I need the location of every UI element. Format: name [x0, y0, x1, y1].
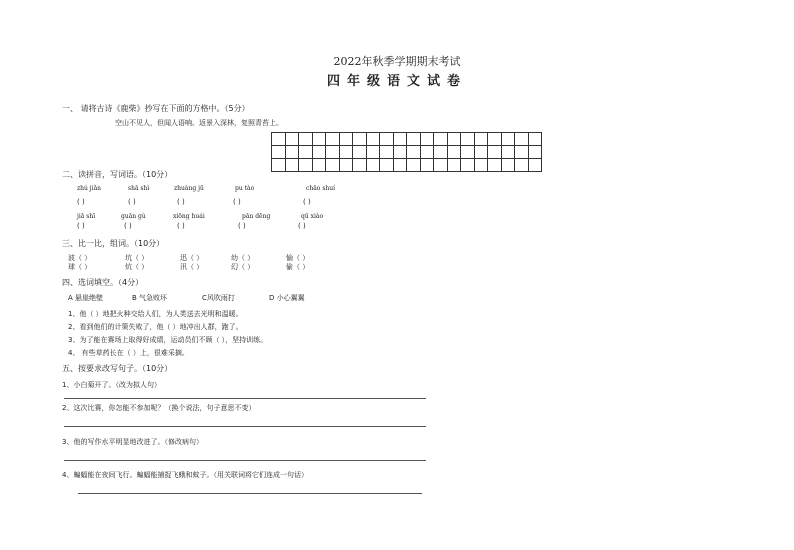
fill-item-1[interactable]: 1、他（ ）地把火种交给人们，为人类送去光明和温暖。	[68, 310, 243, 318]
fill-item-4[interactable]: 4、 有些草药长在（ ）上，很难采摘。	[68, 349, 189, 357]
compare-item[interactable]: 偷（ ）	[286, 263, 310, 271]
option-c: C风吹雨打	[202, 294, 235, 302]
answer-line[interactable]	[64, 460, 426, 461]
grid-cell[interactable]	[461, 146, 475, 159]
grid-cell[interactable]	[326, 133, 340, 146]
grid-cell[interactable]	[434, 133, 448, 146]
answer-blank[interactable]: ( )	[177, 198, 185, 206]
q4-heading: 四、选词填空。（4分）	[62, 278, 144, 287]
pinyin-6: jiā shī	[77, 213, 96, 220]
grid-cell[interactable]	[461, 159, 475, 172]
answer-blank[interactable]: ( )	[77, 222, 85, 230]
grid-cell[interactable]	[461, 133, 475, 146]
compare-item[interactable]: 幼（ ）	[231, 254, 255, 262]
rewrite-item-1: 1、小白菊开了。（改为拟人句）	[62, 381, 161, 389]
grid-cell[interactable]	[488, 159, 502, 172]
grid-cell[interactable]	[501, 133, 515, 146]
grid-cell[interactable]	[285, 146, 299, 159]
pinyin-8: xiōng huái	[173, 213, 205, 220]
grid-cell[interactable]	[393, 146, 407, 159]
grid-cell[interactable]	[299, 146, 313, 159]
answer-line[interactable]	[64, 426, 426, 427]
answer-blank[interactable]: ( )	[298, 222, 306, 230]
grid-cell[interactable]	[434, 146, 448, 159]
grid-cell[interactable]	[326, 146, 340, 159]
fill-item-2[interactable]: 2、看到他们的计策失败了，他（ ）地冲出人群，跑了。	[68, 323, 243, 331]
grid-cell[interactable]	[299, 133, 313, 146]
pinyin-10: qū xiào	[301, 213, 324, 220]
grid-cell[interactable]	[501, 146, 515, 159]
grid-cell[interactable]	[393, 159, 407, 172]
pinyin-1: zhú jiǎn	[77, 185, 102, 192]
grid-cell[interactable]	[272, 133, 286, 146]
rewrite-item-3: 3、他的写作水平明显地改进了。（修改病句）	[62, 438, 203, 446]
grid-cell[interactable]	[339, 133, 353, 146]
option-b: B 气急败坏	[132, 294, 168, 302]
q1-heading: 一、 请将古诗《鹿柴》抄写在下面的方格中。（5分）	[62, 104, 250, 113]
grid-cell[interactable]	[434, 159, 448, 172]
copy-grid[interactable]	[271, 132, 542, 172]
grid-cell[interactable]	[515, 146, 529, 159]
grid-cell[interactable]	[366, 159, 380, 172]
grid-cell[interactable]	[285, 133, 299, 146]
pinyin-7: guān gù	[121, 213, 146, 220]
exam-subtitle: 四年级语文试卷	[326, 74, 467, 89]
grid-cell[interactable]	[339, 146, 353, 159]
compare-item[interactable]: 坑（ ）	[125, 254, 149, 262]
grid-cell[interactable]	[447, 159, 461, 172]
grid-cell[interactable]	[353, 133, 367, 146]
grid-cell[interactable]	[474, 159, 488, 172]
grid-cell[interactable]	[474, 133, 488, 146]
grid-cell[interactable]	[420, 133, 434, 146]
pinyin-9: pān dēng	[242, 213, 271, 220]
answer-blank[interactable]: ( )	[77, 198, 85, 206]
q2-heading: 二、读拼音，写词语。（10分）	[62, 170, 173, 179]
exam-title: 2022年秋季学期期末考试	[333, 55, 461, 68]
grid-cell[interactable]	[339, 159, 353, 172]
grid-cell[interactable]	[488, 133, 502, 146]
grid-cell[interactable]	[501, 159, 515, 172]
grid-cell[interactable]	[326, 159, 340, 172]
answer-blank[interactable]: ( )	[177, 222, 185, 230]
compare-item[interactable]: 幻（ ）	[231, 263, 255, 271]
answer-blank[interactable]: ( )	[124, 222, 132, 230]
grid-cell[interactable]	[515, 159, 529, 172]
grid-cell[interactable]	[393, 133, 407, 146]
grid-cell[interactable]	[299, 159, 313, 172]
compare-item[interactable]: 波（ ）	[68, 254, 92, 262]
grid-cell[interactable]	[353, 146, 367, 159]
rewrite-item-4: 4、蝙蝠能在夜间飞行。蝙蝠能捕捉飞蛾和蚊子。（用关联词将它们连成一句话）	[62, 471, 308, 479]
grid-cell[interactable]	[420, 159, 434, 172]
compare-item[interactable]: 汛（ ）	[180, 263, 204, 271]
pinyin-5: chāo shuí	[306, 185, 336, 192]
grid-cell[interactable]	[528, 133, 542, 146]
q5-heading: 五、按要求改写句子。（10分）	[62, 364, 173, 373]
grid-cell[interactable]	[353, 159, 367, 172]
grid-cell[interactable]	[407, 159, 421, 172]
answer-line[interactable]	[64, 398, 426, 399]
compare-item[interactable]: 愉（ ）	[286, 254, 310, 262]
grid-cell[interactable]	[312, 146, 326, 159]
option-d: D 小心翼翼	[269, 294, 305, 302]
grid-cell[interactable]	[312, 159, 326, 172]
grid-cell[interactable]	[285, 159, 299, 172]
grid-cell[interactable]	[380, 133, 394, 146]
grid-cell[interactable]	[447, 146, 461, 159]
grid-cell[interactable]	[312, 133, 326, 146]
grid-cell[interactable]	[407, 146, 421, 159]
option-a: A 悬崖绝壁	[68, 294, 104, 302]
grid-cell[interactable]	[420, 146, 434, 159]
compare-item[interactable]: 球（ ）	[68, 263, 92, 271]
compare-item[interactable]: 炕（ ）	[125, 263, 149, 271]
grid-cell[interactable]	[272, 146, 286, 159]
grid-cell[interactable]	[488, 146, 502, 159]
grid-cell[interactable]	[380, 159, 394, 172]
q1-poem: 空山不见人，但闻人语响。返景入深林，复照青苔上。	[115, 119, 283, 127]
fill-item-3[interactable]: 3、为了能在赛场上取得好成绩，运动员们不顾（ ），坚持训练。	[68, 336, 268, 344]
answer-blank[interactable]: ( )	[128, 198, 136, 206]
pinyin-4: pu tào	[235, 185, 255, 192]
grid-cell[interactable]	[474, 146, 488, 159]
grid-cell[interactable]	[515, 133, 529, 146]
grid-cell[interactable]	[528, 159, 542, 172]
grid-cell[interactable]	[447, 133, 461, 146]
grid-cell[interactable]	[528, 146, 542, 159]
answer-line[interactable]	[78, 493, 422, 494]
rewrite-item-2: 2、这次比赛，你怎能不参加呢？（换个说法，句子意思不变）	[62, 404, 256, 412]
compare-item[interactable]: 迅（ ）	[180, 254, 204, 262]
grid-cell[interactable]	[380, 146, 394, 159]
answer-blank[interactable]: ( )	[303, 198, 311, 206]
pinyin-3: zhuàng jū	[174, 185, 204, 192]
grid-cell[interactable]	[272, 159, 286, 172]
q3-heading: 三、比一比，组词。（10分）	[62, 239, 165, 248]
answer-blank[interactable]: ( )	[238, 222, 246, 230]
grid-cell[interactable]	[366, 146, 380, 159]
grid-cell[interactable]	[407, 133, 421, 146]
pinyin-2: shā shì	[128, 185, 150, 192]
grid-cell[interactable]	[366, 133, 380, 146]
answer-blank[interactable]: ( )	[233, 198, 241, 206]
